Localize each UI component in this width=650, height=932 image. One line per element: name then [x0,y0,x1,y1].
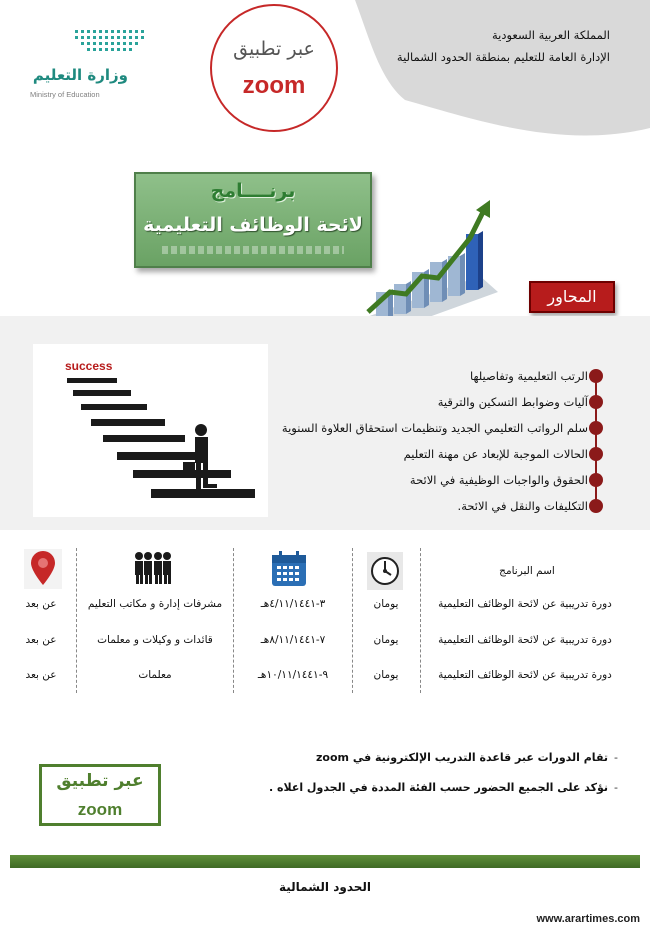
zoom-badge [210,4,338,132]
table-cell-program: دورة تدريبية عن لائحة الوظائف التعليمية [438,669,612,681]
note-item: نؤكد على الجميع الحضور حسب الفئة المددة في الجدول اعلاه . [268,781,608,794]
table-cell-date: ٣-٤/١١/١٤٤١هـ [260,598,326,610]
kingdom-title: المملكة العربية السعودية [492,28,610,42]
success-stairs-image [33,344,268,517]
table-cell-duration: يومان [373,669,399,681]
zoom-badge-line2: zoom [242,72,306,99]
axes-bullet [589,447,603,461]
table-cell-date: ٧-٨/١١/١٤٤١هـ [260,634,326,646]
axes-bullet [589,421,603,435]
location-pin-icon [24,549,62,589]
table-cell-mode: عن بعد [25,634,57,646]
axes-bullet [589,499,603,513]
people-group-icon [132,549,174,585]
ministry-name-en: Ministry of Education [30,90,100,99]
program-title-reflection [162,246,344,254]
zoom-box [39,764,161,826]
table-divider [352,548,353,693]
axis-item: الحقوق والواجبات الوظيفية في الائحة [409,473,588,487]
axis-item: الحالات الموجبة للإبعاد عن مهنة التعليم [403,447,588,461]
watermark: www.arartimes.com [536,913,640,925]
note-item: تقام الدورات عبر قاعدة التدريب الإلكترونية في zoom [316,751,608,764]
table-cell-audience: قائدات و وكيلات و معلمات [97,634,213,646]
table-cell-mode: عن بعد [25,598,57,610]
table-cell-audience: مشرفات إدارة و مكاتب التعليم [87,598,223,610]
table-cell-audience: معلمات [138,669,172,681]
axes-bullet [589,473,603,487]
zoom-box-line2: zoom [77,800,123,819]
ministry-name-ar: وزارة التعليم [32,66,128,84]
table-divider [420,548,421,693]
axes-bullet [589,395,603,409]
calendar-icon [269,549,309,589]
program-label: برنــــامج [210,180,296,202]
table-divider [76,548,77,693]
axes-timeline-line [595,370,597,510]
table-divider [233,548,234,693]
footer-bar [10,855,640,868]
axis-item: آليات وضوابط التسكين والترقية [437,395,588,409]
success-caption: success [65,359,113,373]
table-cell-duration: يومان [373,598,399,610]
directorate-title: الإدارة العامة للتعليم بمنطقة الحدود الشمالية [396,50,610,64]
program-banner [134,172,372,268]
table-cell-date: ٩-١٠/١١/١٤٤١هـ [257,669,329,681]
table-cell-program: دورة تدريبية عن لائحة الوظائف التعليمية [438,598,612,610]
table-header-program: اسم البرنامج [499,565,555,577]
businessman-icon [183,424,217,498]
footer-region: الحدود الشمالية [278,880,372,894]
table-cell-program: دورة تدريبية عن لائحة الوظائف التعليمية [438,634,612,646]
table-cell-mode: عن بعد [25,669,57,681]
zoom-box-line1: عبر تطبيق [56,771,144,791]
note-dash: - [614,751,618,764]
axis-item: الرتب التعليمية وتفاصيلها [469,369,588,383]
clock-icon [366,551,404,591]
program-title: لائحة الوظائف التعليمية [143,214,363,236]
table-cell-duration: يومان [373,634,399,646]
axes-bullet [589,369,603,383]
growth-chart-icon [360,196,500,336]
axis-item: التكليفات والنقل في الائحة. [457,499,588,513]
note-dash: - [614,781,618,794]
axis-item: سلم الرواتب التعليمي الجديد وتنظيمات استحقاق العلاوة السنوية [281,421,588,435]
axes-heading: المحاور [529,281,615,313]
zoom-badge-line1: عبر تطبيق [233,38,315,60]
